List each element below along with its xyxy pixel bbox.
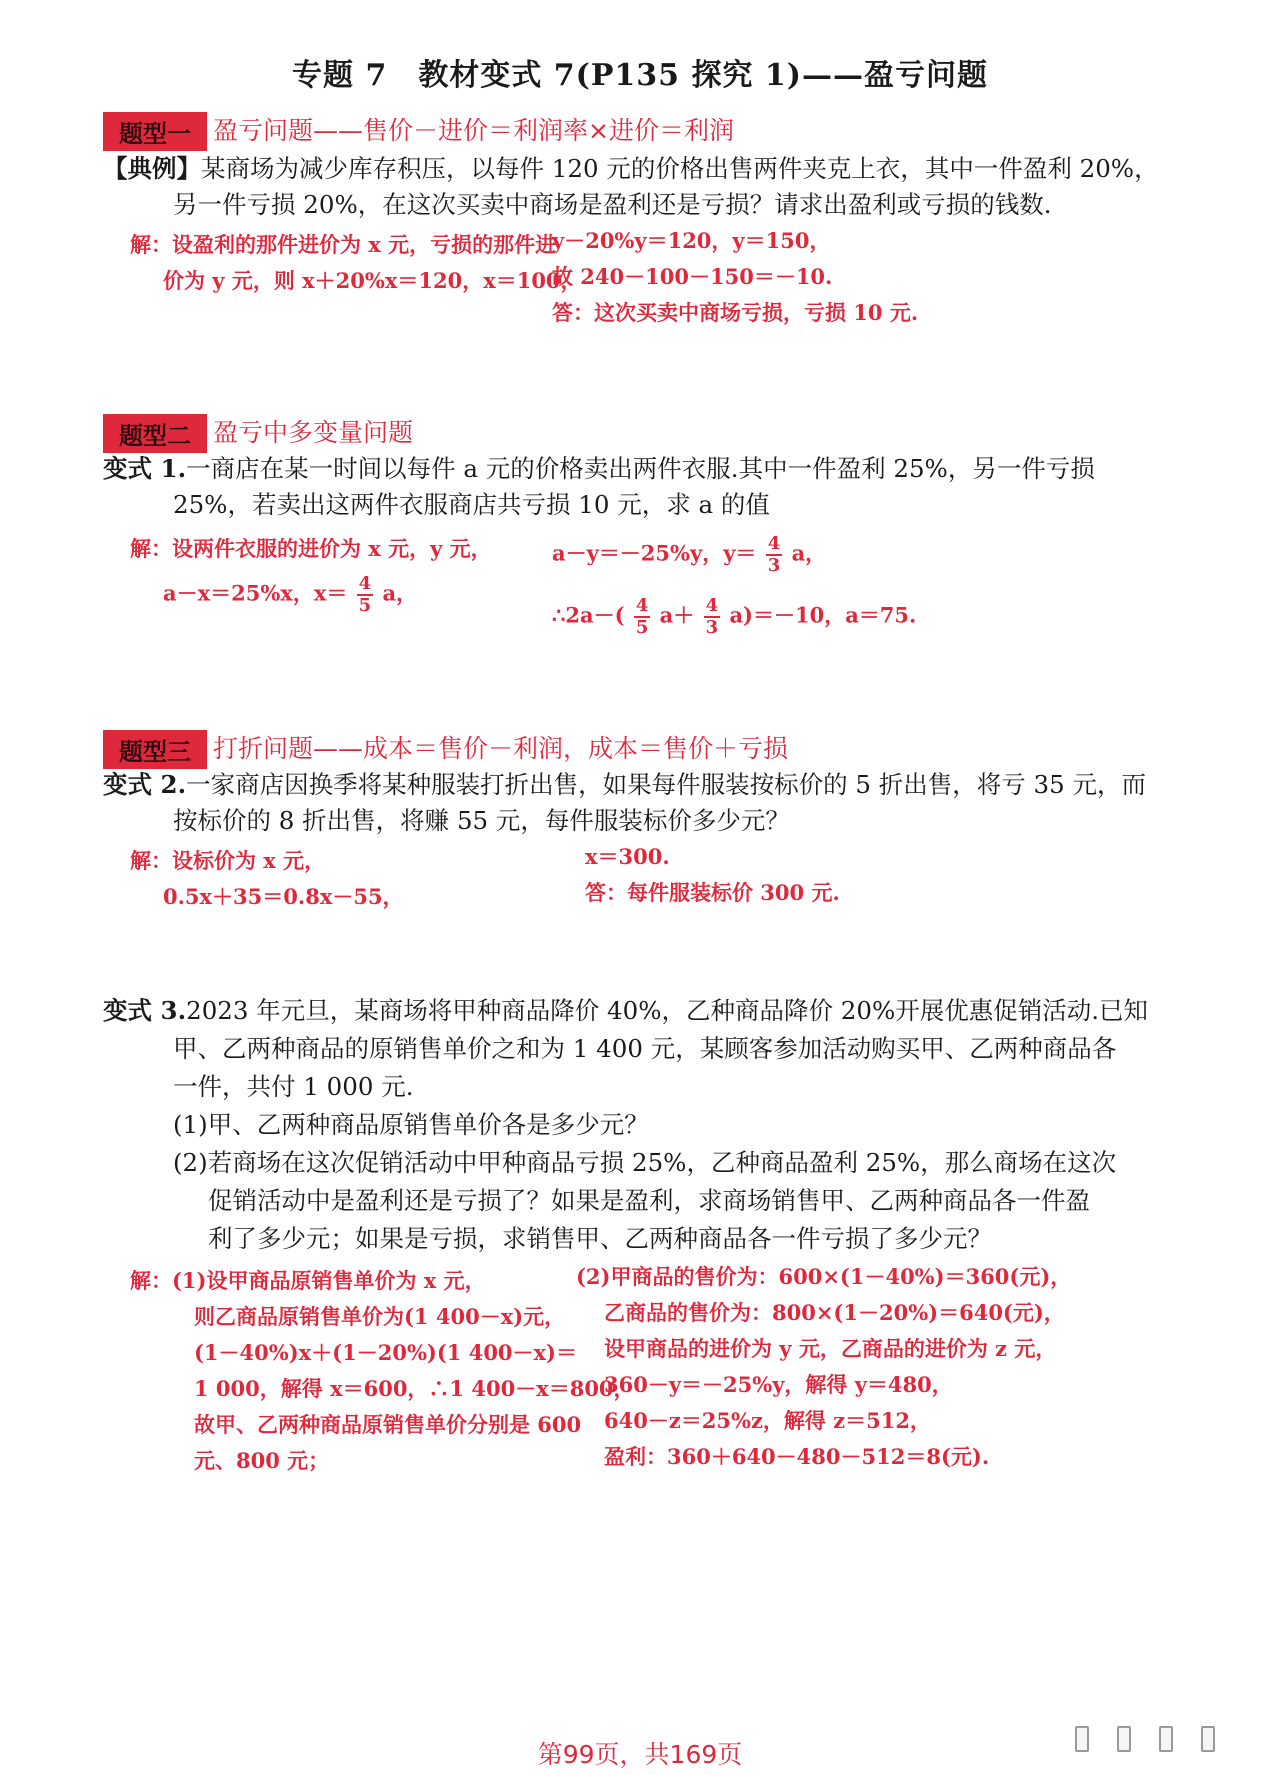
section-heading-2: 盈亏中多变量问题 [213, 418, 414, 447]
section-heading-3: 打折问题——成本＝售价－利润，成本＝售价＋亏损 [213, 734, 789, 763]
answer-line: 故 240－100－150＝－10. [552, 264, 833, 289]
answer-line-fraction [552, 534, 826, 576]
answer-line: (2)甲商品的售价为：600×(1－40%)＝360(元)， [576, 1264, 1072, 1289]
page-counter: 第99页，共169页 [537, 1740, 743, 1769]
numerator: 4 [635, 595, 649, 616]
numerator: 4 [358, 573, 372, 594]
answer-line: 解：设盈利的那件进价为 x 元，亏损的那件进 [130, 232, 557, 257]
denominator: 5 [358, 595, 372, 616]
variant3-part2-line2: 促销活动中是盈利还是亏损了？如果是盈利，求商场销售甲、乙两种商品各一件盈 [208, 1186, 1090, 1215]
answer-line: 则乙商品原销售单价为(1 400－x)元， [194, 1304, 566, 1329]
answer-text: a， [382, 580, 418, 606]
answer-line-fraction [163, 574, 417, 616]
numerator: 4 [767, 533, 781, 554]
question-text: 一家商店因换季将某种服装打折出售，如果每件服装按标价的 5 折出售，将亏 35 元，而 [186, 770, 1147, 799]
answer-line: y－20%y＝120，y＝150， [552, 228, 831, 253]
answer-text: a－x＝25%x，x＝ [163, 580, 348, 606]
fraction [357, 574, 374, 616]
answer-line: 解：设两件衣服的进价为 x 元，y 元， [130, 536, 492, 561]
variant3-part2-line1: (2)若商场在这次促销活动中甲种商品亏损 25%，乙种商品盈利 25%，那么商场在这次 [173, 1148, 1117, 1177]
question-label: 变式 3. [103, 996, 187, 1025]
variant2-question-line2: 按标价的 8 折出售，将赚 55 元，每件服装标价多少元？ [173, 806, 790, 835]
answer-line: 640－z＝25%z，解得 z＝512， [604, 1408, 931, 1433]
answer-text: ∴2a－( [552, 602, 625, 628]
answer-line: 故甲、乙两种商品原销售单价分别是 600 [194, 1412, 582, 1437]
question-text: 某商场为减少库存积压，以每件 120 元的价格出售两件夹克上衣，其中一件盈利 20%， [201, 154, 1159, 183]
answer-line: 盈利：360＋640－480－512＝8(元). [604, 1444, 990, 1469]
variant3-question-line1 [103, 990, 1148, 1032]
answer-text: a＋ [659, 602, 695, 628]
question-label: 变式 2. [103, 770, 187, 799]
answer-line: 1 000，解得 x＝600，∴1 400－x＝800， [194, 1376, 635, 1401]
variant3-part2-line3: 利了多少元；如果是亏损，求销售甲、乙两种商品各一件亏损了多少元？ [208, 1224, 992, 1253]
fraction [704, 596, 721, 638]
page-title: 专题 7 教材变式 7(P135 探究 1)——盈亏问题 [292, 58, 988, 93]
variant3-question-line2: 甲、乙两种商品的原销售单价之和为 1 400 元，某顾客参加活动购买甲、乙两种商品各 [173, 1034, 1117, 1063]
denominator: 3 [705, 617, 719, 638]
section-tag-1: 题型一 [103, 112, 207, 151]
question-label: 变式 1. [103, 454, 187, 483]
question-text: 一商店在某一时间以每件 a 元的价格卖出两件衣服.其中一件盈利 25%，另一件亏损 [186, 454, 1095, 483]
answer-line: 解：设标价为 x 元， [130, 848, 326, 873]
answer-line: (1－40%)x＋(1－20%)(1 400－x)＝ [194, 1340, 577, 1365]
answer-text: a－y＝－25%y，y＝ [552, 540, 757, 566]
numerator: 4 [705, 595, 719, 616]
question-label: 【典例】 [103, 154, 201, 183]
section-heading-1: 盈亏问题——售价－进价＝利润率×进价＝利润 [213, 116, 734, 145]
answer-line-fraction [552, 596, 916, 638]
denominator: 5 [635, 617, 649, 638]
answer-line: 解：(1)设甲商品原销售单价为 x 元， [130, 1268, 486, 1293]
variant3-part1: (1)甲、乙两种商品原销售单价各是多少元？ [173, 1110, 649, 1139]
fraction [766, 534, 783, 576]
answer-line: 0.5x＋35＝0.8x－55， [163, 884, 404, 909]
question-text: 2023 年元旦，某商场将甲种商品降价 40%，乙种商品降价 20%开展优惠促销活动.已知 [186, 996, 1149, 1025]
answer-text: a， [791, 540, 827, 566]
section-tag-2: 题型二 [103, 414, 207, 453]
denominator: 3 [767, 555, 781, 576]
variant1-question-line2: 25%，若卖出这两件衣服商店共亏损 10 元，求 a 的值 [173, 490, 770, 519]
section-tag-3: 题型三 [103, 730, 207, 769]
fraction [634, 596, 651, 638]
answer-line: 设甲商品的进价为 y 元，乙商品的进价为 z 元， [604, 1336, 1057, 1361]
answer-line: x＝300. [585, 844, 670, 869]
answer-line: 乙商品的售价为：800×(1－20%)＝640(元)， [604, 1300, 1065, 1325]
example-question-line2: 另一件亏损 20%，在这次买卖中商场是盈利还是亏损？请求出盈利或亏损的钱数. [173, 190, 1052, 219]
answer-line: 答：这次买卖中商场亏损，亏损 10 元. [552, 300, 919, 325]
answer-line: 价为 y 元，则 x＋20%x＝120，x＝100， [163, 268, 582, 293]
variant3-question-line3: 一件，共付 1 000 元. [173, 1072, 414, 1101]
answer-line: 元、800 元； [194, 1448, 330, 1473]
answer-text: a)＝－10，a＝75. [729, 602, 917, 628]
answer-line: 360－y＝－25%y，解得 y＝480， [604, 1372, 953, 1397]
answer-line: 答：每件服装标价 300 元. [585, 880, 840, 905]
